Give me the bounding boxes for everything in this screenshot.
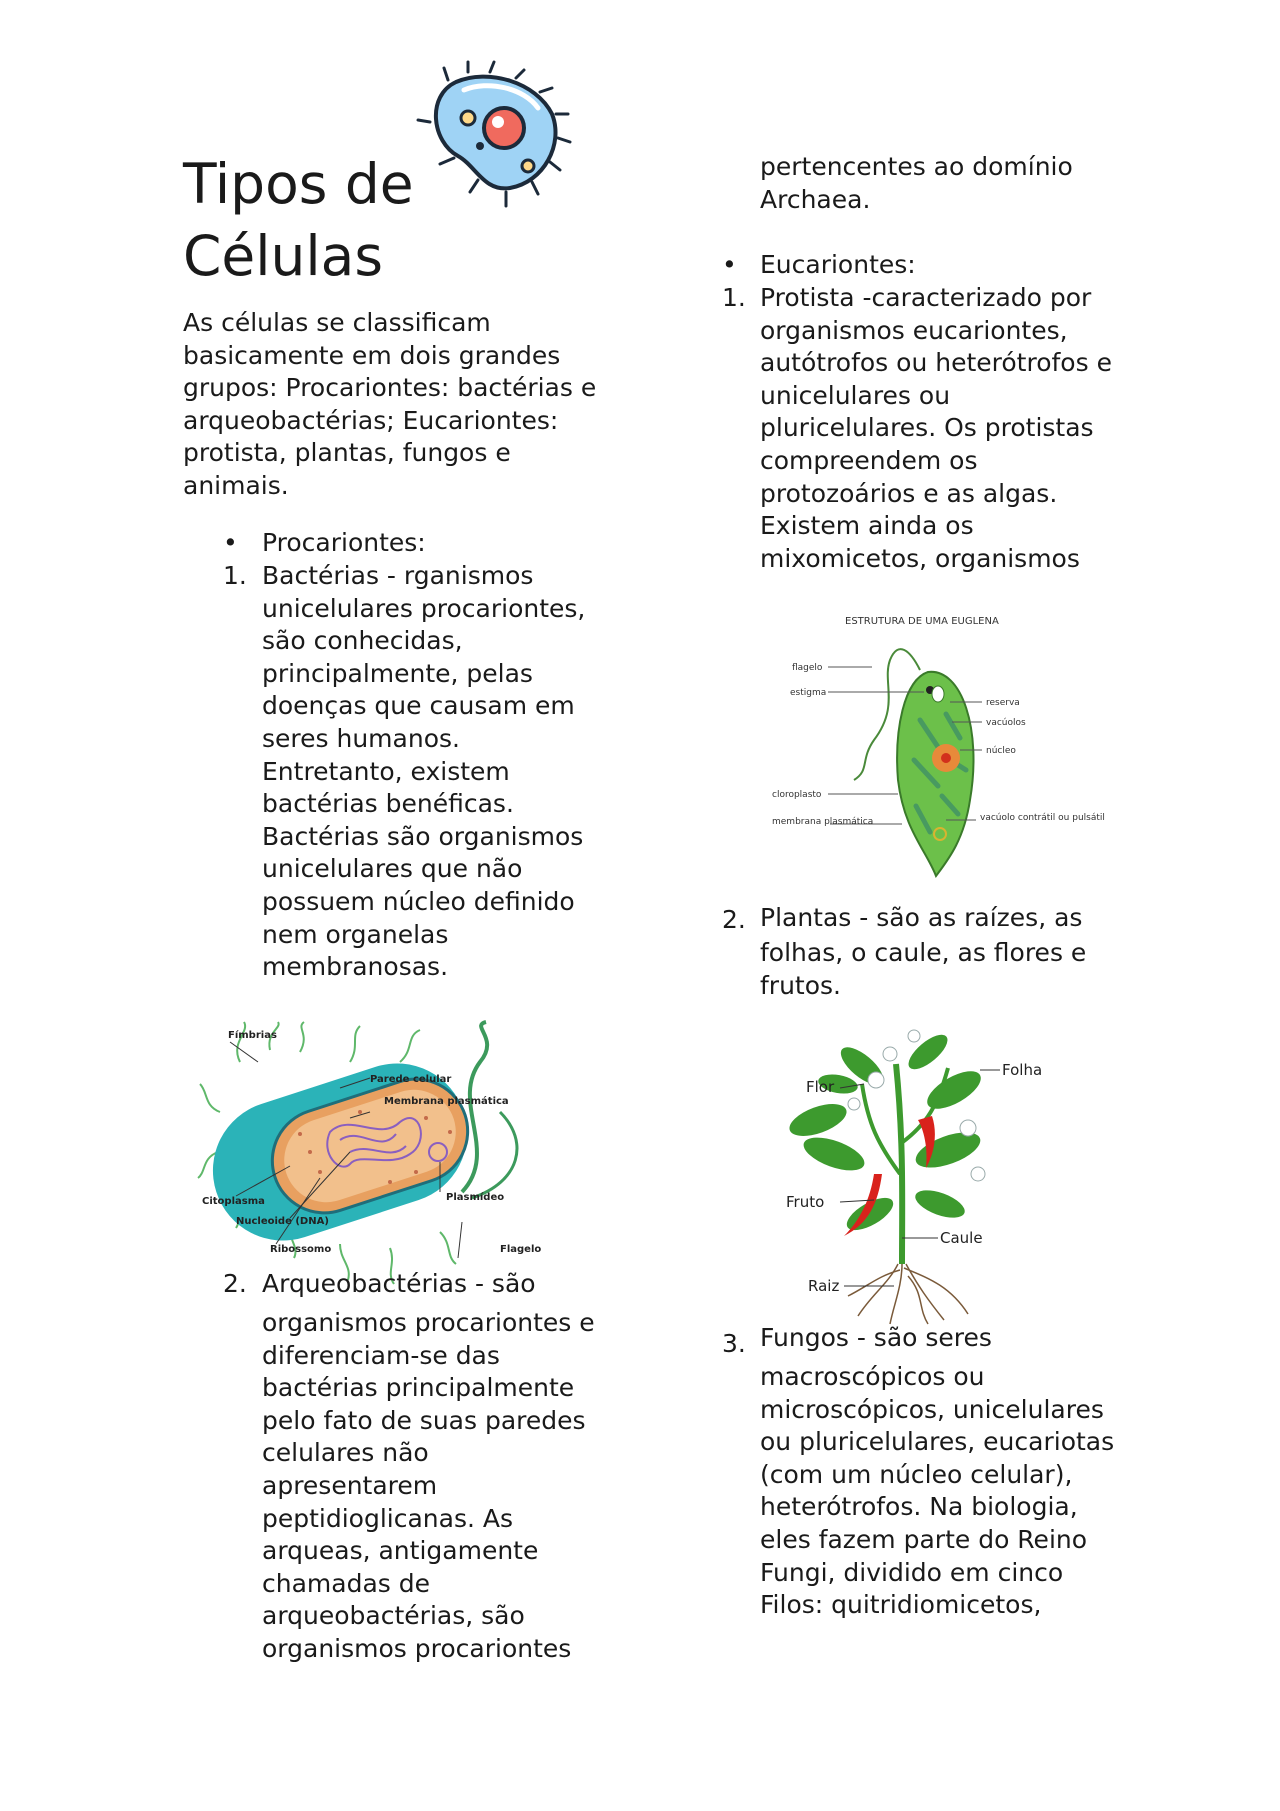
plant-label-flor: Flor — [806, 1078, 835, 1096]
label-membrana: Membrana plasmática — [384, 1096, 509, 1107]
list-number: 2. — [722, 905, 746, 934]
procariontes-label: Procariontes: — [262, 528, 426, 557]
euglena-label-reserva: reserva — [986, 698, 1020, 708]
plantas-partial-line: Plantas - são as raízes, as — [760, 903, 1083, 932]
page-title: Tipos de Células — [183, 152, 414, 288]
label-fimbrias: Fímbrias — [228, 1030, 277, 1041]
intro-paragraph: As células se classificam basicamente em dois grandes grupos: Procariontes: bactérias e arqueobactérias; Eucariontes: protista, plantas, fungos e animais. — [183, 308, 597, 500]
plantas-text: folhas, o caule, as flores e frutos. — [760, 938, 1087, 1000]
plant-label-raiz: Raiz — [808, 1277, 840, 1295]
euglena-label-flagelo: flagelo — [792, 663, 823, 673]
euglena-title: ESTRUTURA DE UMA EUGLENA — [845, 616, 999, 627]
plant-label-caule: Caule — [940, 1229, 983, 1247]
eucariontes-label: Eucariontes: — [760, 250, 916, 279]
euglena-label-vacuolo-contratil: vacúolo contrátil ou pulsátil — [980, 813, 1105, 823]
bullet-marker: • — [722, 250, 737, 279]
label-flagelo: Flagelo — [500, 1244, 542, 1255]
euglena-label-estigma: estigma — [790, 688, 827, 698]
bullet-marker: • — [223, 528, 238, 557]
label-nucleoide: Nucleoide (DNA) — [236, 1216, 329, 1227]
protista-text: Protista -caracterizado por organismos eucariontes, autótrofos ou heterótrofos e unicelulares ou pluricelulares. Os protistas compreendem os protozoários e as algas. Existem ainda os mixomicetos, organismos — [760, 283, 1112, 573]
euglena-label-cloroplasto: cloroplasto — [772, 790, 822, 800]
plant-label-fruto: Fruto — [786, 1193, 825, 1211]
euglena-label-nucleo: núcleo — [986, 746, 1016, 756]
label-plasmideo: Plasmídeo — [446, 1192, 505, 1203]
plant-diagram — [778, 1024, 1078, 1324]
plant-label-folha: Folha — [1002, 1061, 1043, 1079]
list-number: 3. — [722, 1329, 746, 1358]
archaea-continuation: pertencentes ao domínio Archaea. — [760, 152, 1073, 214]
euglena-diagram — [770, 610, 1105, 890]
fungos-text: macroscópicos ou microscópicos, unicelulares ou pluricelulares, eucariotas (com um núcleo celular), heterótrofos. Na biologia, eles fazem parte do Reino Fungi, dividido em cinco Filos: quitridiomicetos, — [760, 1362, 1115, 1620]
bacteria-diagram — [200, 1022, 545, 1290]
label-ribossomo: Ribossomo — [270, 1244, 332, 1255]
fungos-partial-line: Fungos - são seres — [760, 1323, 992, 1352]
label-parede: Parede celular — [370, 1074, 452, 1085]
list-number: 1. — [223, 561, 247, 590]
bacterias-text: Bactérias - rganismos unicelulares procariontes, são conhecidas, principalmente, pelas doenças que causam em seres humanos. Entretanto, existem bactérias benéficas. Bactérias são organismos unicelulares que não possuem núcleo definido nem organelas membranosas. — [262, 561, 586, 982]
arqueobacterias-text: organismos procariontes e diferenciam-se das bactérias principalmente pelo fato de suas paredes celulares não apresentarem peptidioglicanas. As arqueas, antigamente chamadas de arqueobactérias, são organismos procariontes — [262, 1308, 595, 1663]
euglena-label-membrana: membrana plasmática — [772, 817, 874, 827]
arqueo-partial-line: Arqueobactérias - são — [262, 1269, 536, 1298]
label-citoplasma: Citoplasma — [202, 1196, 265, 1207]
list-number: 1. — [722, 283, 746, 312]
euglena-label-vacuolos: vacúolos — [986, 718, 1026, 728]
list-number: 2. — [223, 1269, 247, 1298]
